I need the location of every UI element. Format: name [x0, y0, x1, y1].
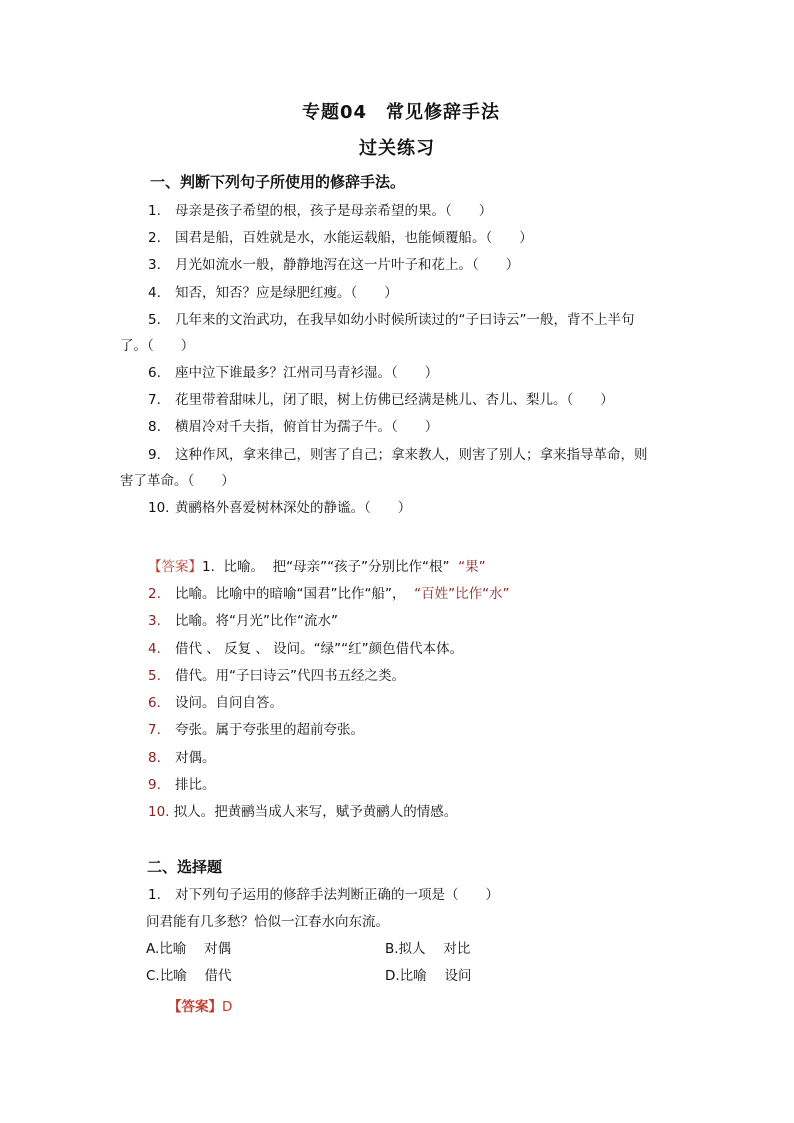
- answer-number: 5.: [148, 668, 161, 684]
- question-text: 黄鹂格外喜爱树林深处的静谧。（ ）: [175, 500, 412, 516]
- answer-number: 10.: [148, 804, 170, 820]
- question-number: 1.: [148, 203, 161, 219]
- answer-text: 比喻。将“月光”比作“流水”: [175, 613, 338, 629]
- option-b: B.拟人 对比: [385, 941, 471, 957]
- answer-number: 7.: [148, 722, 161, 738]
- question-number: 1.: [148, 887, 161, 903]
- option-a: A.比喻 对偶: [146, 941, 232, 957]
- answer-text: 借代。用“子曰诗云”代四书五经之类。: [175, 668, 405, 684]
- question-text: 对下列句子运用的修辞手法判断正确的一项是（ ）: [175, 887, 499, 903]
- answer-number: 4.: [148, 641, 161, 657]
- answer-9: [148, 773, 216, 793]
- question-2: [148, 229, 533, 247]
- answer-text: “百姓”比作“水”: [414, 586, 510, 602]
- answer-number: 1.: [202, 559, 215, 575]
- page-subtitle: 过关练习: [359, 138, 435, 159]
- answer-number: 8.: [148, 750, 161, 766]
- question-number: 4.: [148, 285, 161, 301]
- question-1: [148, 202, 492, 220]
- answer-text: 比喻。比喻中的暗喻“国君”比作“船”，: [175, 586, 406, 602]
- choice-question-1: [148, 886, 499, 904]
- answer-label: 【答案】: [168, 999, 222, 1015]
- question-number: 6.: [148, 365, 161, 381]
- answer-text: 拟人。把黄鹂当成人来写，赋予黄鹂人的情感。: [173, 804, 458, 820]
- question-8: [148, 418, 438, 436]
- question-number: 5.: [148, 312, 161, 328]
- answer-2: [148, 582, 510, 602]
- question-number: 7.: [148, 392, 161, 408]
- section2-heading: 二、选择题: [147, 858, 223, 876]
- question-text: 国君是船，百姓就是水，水能运载船，也能倾覆船。（ ）: [175, 230, 533, 246]
- answer-text: 借代 、 反复 、 设问。“绿”“红”颜色借代本体。: [175, 641, 464, 657]
- choice-question-quote: 问君能有几多愁？恰似一江春水向东流。: [146, 914, 389, 930]
- question-number: 2.: [148, 230, 161, 246]
- question-number: 10.: [148, 500, 170, 516]
- question-text: 座中泣下谁最多？江州司马青衫湿。（ ）: [175, 365, 439, 381]
- answer-text: 比喻。: [223, 559, 264, 575]
- answer-number: 3.: [148, 613, 161, 629]
- question-9-continued: 害了革命。（ ）: [120, 473, 235, 489]
- answer-6: [148, 691, 283, 711]
- question-5: [148, 311, 635, 329]
- question-9: [148, 446, 648, 464]
- question-text: 知否，知否？应是绿肥红瘦。（ ）: [175, 285, 398, 301]
- answer-3: [148, 609, 338, 629]
- question-number: 3.: [148, 257, 161, 273]
- page-title: 专题04 常见修辞手法: [302, 102, 501, 123]
- answer-number: 6.: [148, 695, 161, 711]
- question-6: [148, 364, 438, 382]
- answer-7: [148, 718, 364, 738]
- section1-heading: 一、判断下列句子所使用的修辞手法。: [150, 173, 406, 191]
- answer-number: 2.: [148, 586, 161, 602]
- question-4: [148, 284, 398, 302]
- question-10: [148, 499, 411, 517]
- answer-text: 设问。自问自答。: [175, 695, 283, 711]
- question-7: [148, 391, 614, 409]
- answer-text: 夸张。属于夸张里的超前夸张。: [175, 722, 364, 738]
- question-text: 几年来的文治武功，在我早如幼小时候所读过的“子曰诗云”一般，背不上半句: [175, 312, 635, 328]
- answer-number: 9.: [148, 777, 161, 793]
- question-number: 9.: [148, 447, 161, 463]
- answer-text: 排比。: [175, 777, 216, 793]
- answer-text: 对偶。: [175, 750, 216, 766]
- answer-value: D: [222, 999, 233, 1015]
- answer-8: [148, 746, 216, 766]
- answer-5: [148, 664, 405, 684]
- question-3: [148, 256, 519, 274]
- question-text: 花里带着甜味儿，闭了眼，树上仿佛已经满是桃儿、杏儿、梨儿。（ ）: [175, 392, 614, 408]
- answer-4: [148, 637, 463, 657]
- answer-10: [148, 800, 457, 820]
- question-text: 横眉冷对千夫指，俯首甘为孺子牛。（ ）: [175, 419, 439, 435]
- answer-text: 把“母亲”“孩子”分别比作“根”: [272, 559, 450, 575]
- question-text: 母亲是孩子希望的根，孩子是母亲希望的果。（ ）: [175, 203, 493, 219]
- answer-label: 【答案】: [148, 559, 202, 575]
- option-c: C.比喻 借代: [146, 968, 232, 984]
- option-d: D.比喻 设问: [385, 968, 472, 984]
- choice-answer: [168, 995, 232, 1015]
- answer-text: “果”: [458, 559, 486, 575]
- question-text: 月光如流水一般，静静地泻在这一片叶子和花上。（ ）: [175, 257, 520, 273]
- question-text: 这种作风，拿来律己，则害了自己；拿来教人，则害了别人；拿来指导革命，则: [175, 447, 648, 463]
- question-5-continued: 了。（ ）: [120, 338, 195, 354]
- answer-1: [148, 555, 486, 575]
- question-number: 8.: [148, 419, 161, 435]
